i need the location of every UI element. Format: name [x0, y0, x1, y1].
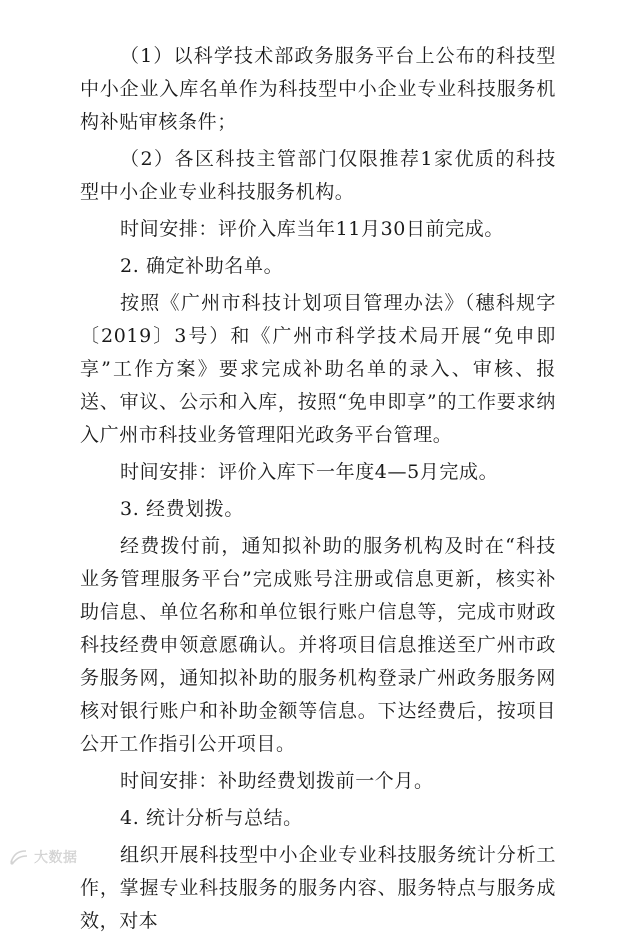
section-heading-2: 2. 确定补助名单。: [120, 255, 284, 277]
paragraph-schedule-3: 时间安排：补助经费划拨前一个月。: [120, 770, 434, 792]
paragraph-statistics: 组织开展科技型中小企业专业科技服务统计分析工作，掌握专业科技服务的服务内容、服务特点与服务成效，对本: [80, 844, 556, 932]
paragraph-funding: 经费拨付前，通知拟补助的服务机构及时在“科技业务管理服务平台”完成账号注册或信息更新，核实补助信息、单位名称和单位银行账户信息等，完成市财政科技经费申领意愿确认。并将项目信息推送至广州市政务服务网，通知拟补助的服务机构登录广州政务服务网核对银行账户和补助金额等信息。下达经费后，按项目公开工作指引公开项目。: [80, 535, 556, 755]
watermark-text: 大数据: [34, 850, 78, 866]
section-heading-4: 4. 统计分析与总结。: [120, 807, 303, 829]
paragraph-schedule-2: 时间安排：评价入库下一年度4—5月完成。: [120, 461, 499, 483]
watermark: [8, 845, 78, 869]
section-heading-3: 3. 经费划拨。: [120, 498, 244, 520]
paragraph-subsidy-list: 按照《广州市科技计划项目管理办法》（穗科规字〔2019〕3号）和《广州市科学技术局开展“免申即享”工作方案》要求完成补助名单的录入、审核、报送、审议、公示和入库，按照“免申即享”的工作要求纳入广州市科技业务管理阳光政务平台管理。: [80, 292, 556, 446]
watermark-logo-icon: [8, 848, 30, 866]
paragraph-criteria-2: （2）各区科技主管部门仅限推荐1家优质的科技型中小企业专业科技服务机构。: [80, 148, 556, 203]
document-body: [80, 40, 556, 942]
paragraph-schedule-1: 时间安排：评价入库当年11月30日前完成。: [120, 218, 504, 240]
paragraph-criteria-1: （1）以科学技术部政务服务平台上公布的科技型中小企业入库名单作为科技型中小企业专业科技服务机构补贴审核条件；: [80, 45, 556, 133]
